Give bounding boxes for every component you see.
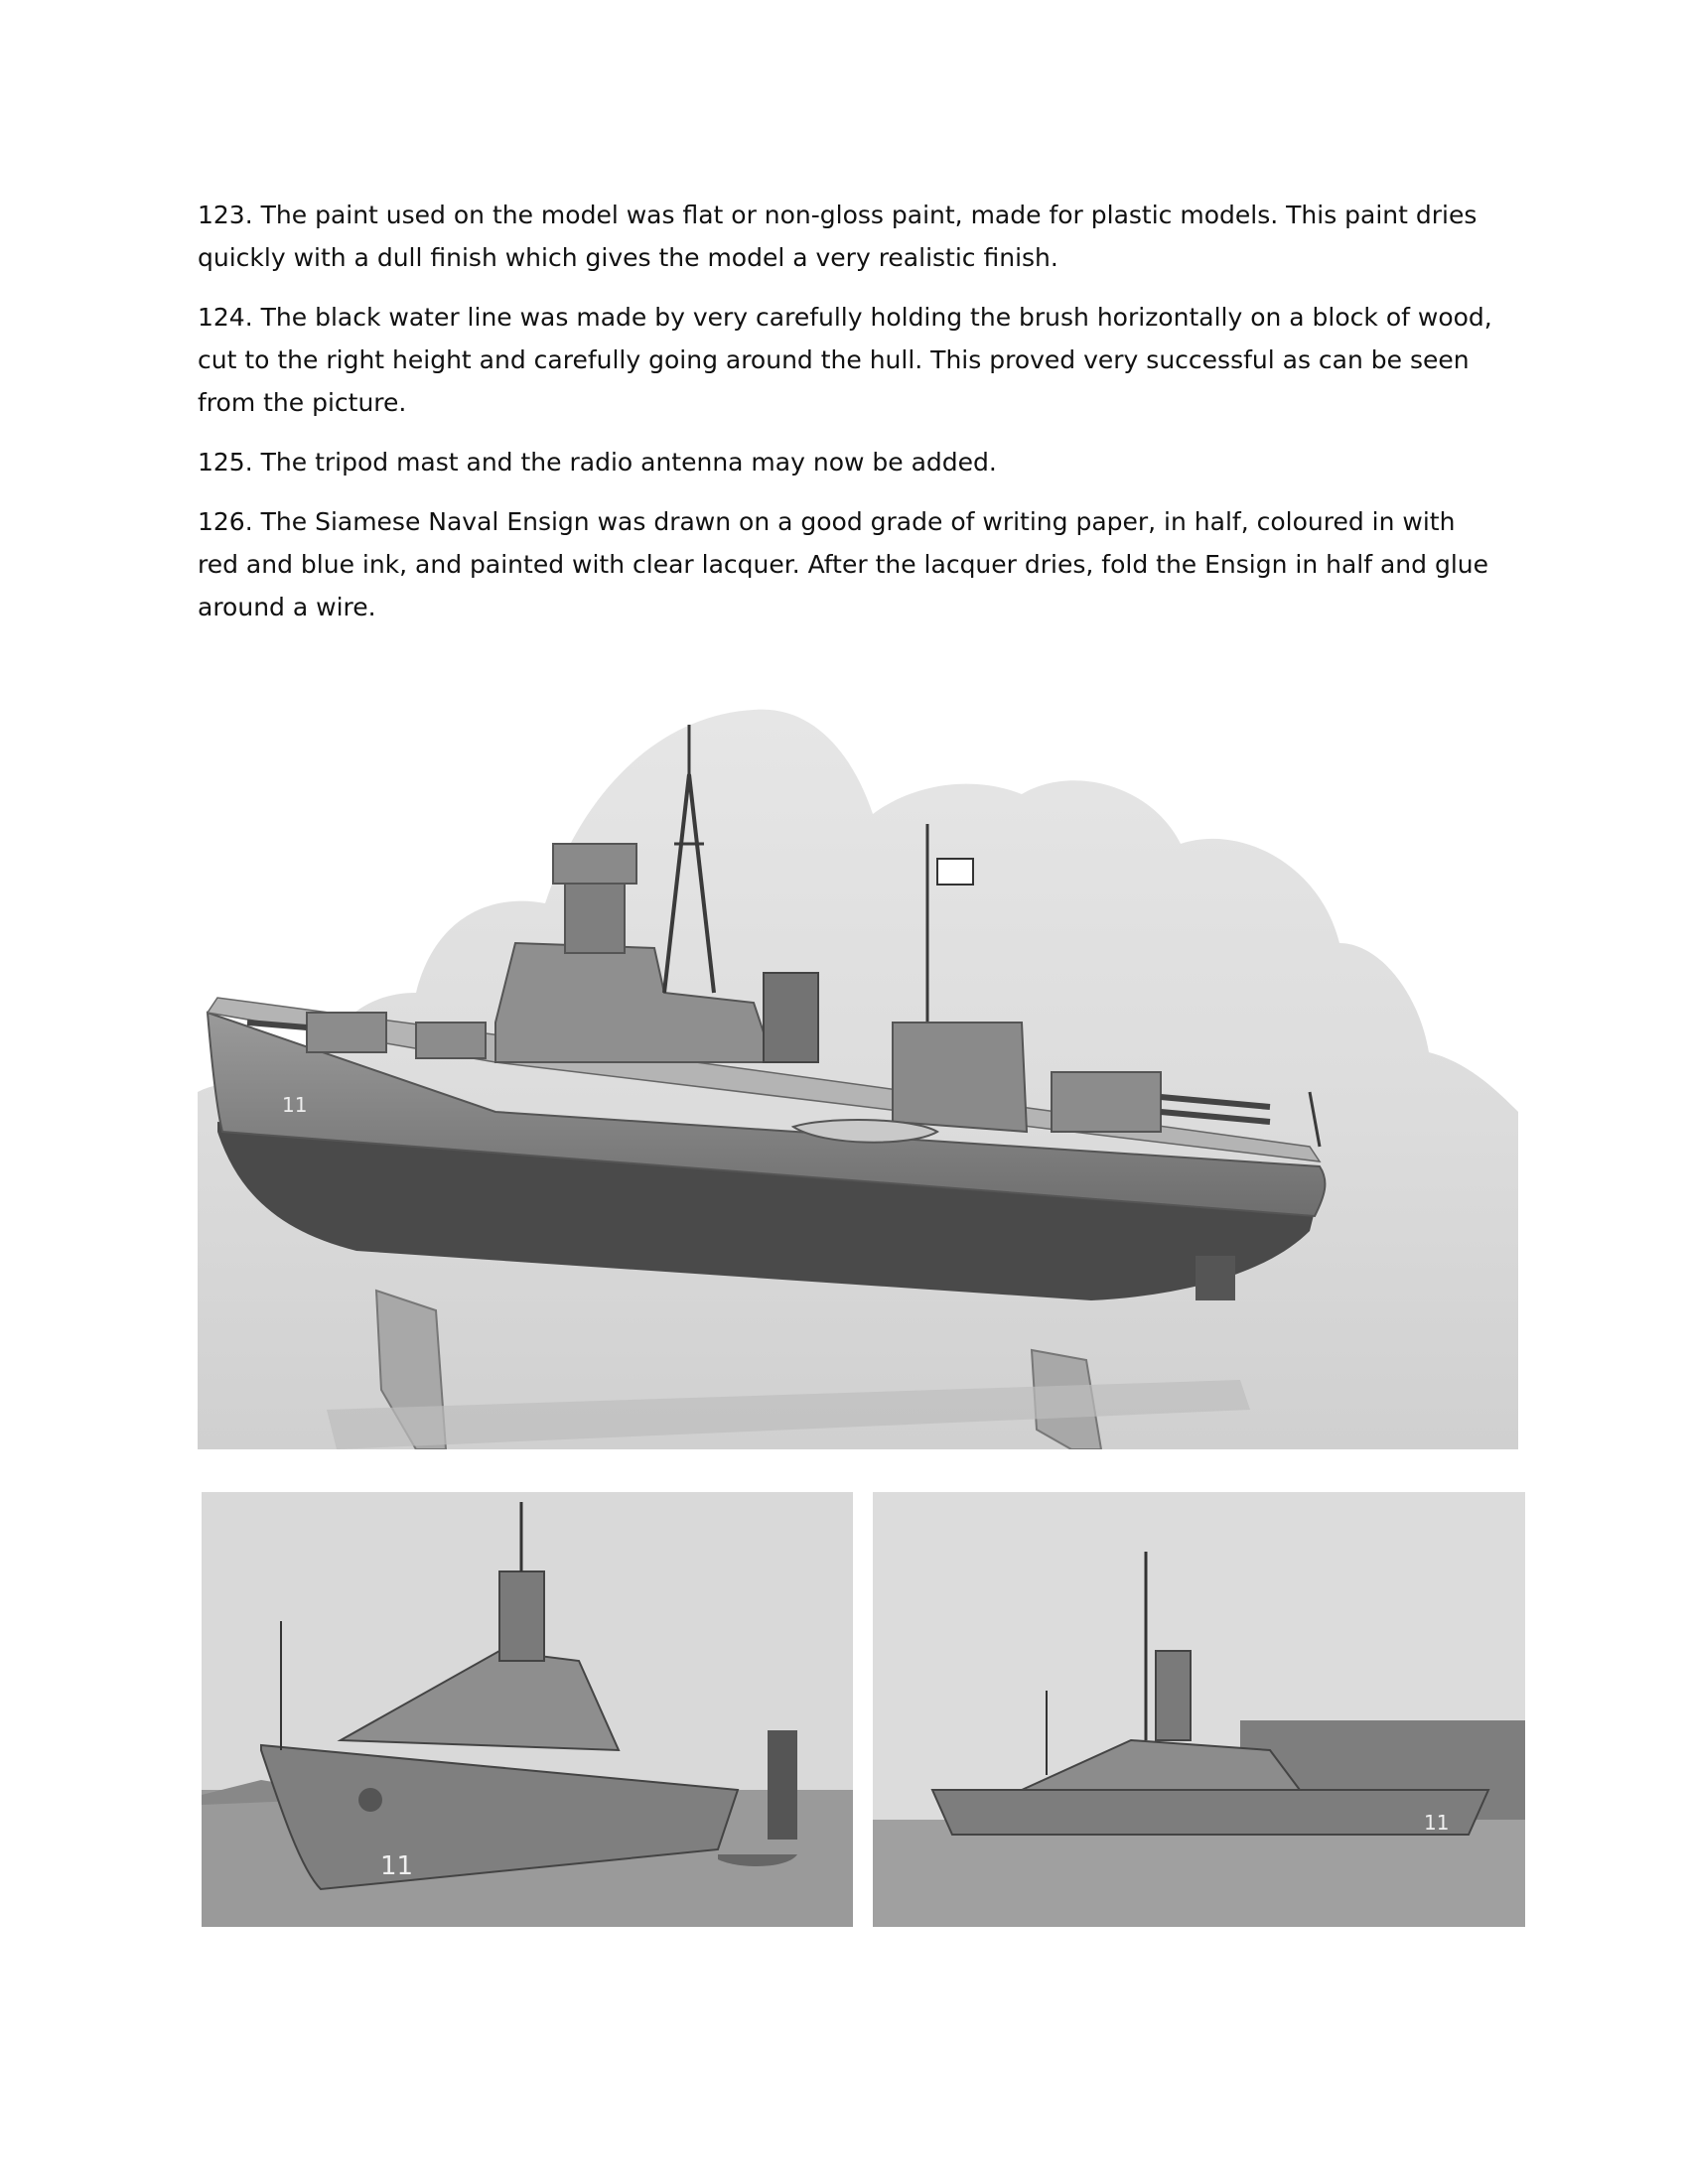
forward-turret [307, 1013, 386, 1052]
paragraph-123 [198, 194, 1498, 279]
ship-hull [932, 1790, 1488, 1835]
aft-turret [1052, 1072, 1161, 1132]
bow-hull-number: 11 [380, 1851, 414, 1881]
ship-tower [1156, 1651, 1191, 1740]
paragraph-text: The tripod mast and the radio antenna may now be added. [260, 448, 997, 477]
ship-bow-illustration [202, 1492, 853, 1927]
paragraph-124 [198, 296, 1498, 424]
water [873, 1820, 1525, 1927]
model-ship-illustration [198, 695, 1518, 1449]
paragraph-125 [198, 441, 1498, 483]
ship-bow-photo [202, 1492, 853, 1927]
instructions-text [198, 194, 1498, 645]
ship-tower [499, 1571, 544, 1661]
tug-funnel [768, 1730, 797, 1840]
paragraph-number: 125. [198, 448, 253, 477]
ship-dock-illustration [873, 1492, 1525, 1927]
paragraph-126 [198, 500, 1498, 628]
conning-tower [565, 874, 625, 953]
model-ship-photo [198, 695, 1518, 1449]
anchor-hawse [358, 1788, 382, 1812]
paragraph-text: The paint used on the model was flat or non-gloss paint, made for plastic models. This paint dries quickly with a dull finish which gives the model a very realistic finish. [198, 201, 1477, 272]
dock-hull-number: 11 [1424, 1811, 1450, 1835]
model-hull-number: 11 [282, 1093, 308, 1117]
paragraph-number: 123. [198, 201, 253, 229]
ensign-flag [937, 859, 973, 885]
paragraph-number: 126. [198, 507, 253, 536]
paragraph-number: 124. [198, 303, 253, 332]
forward-turret-2 [416, 1023, 486, 1058]
director-tower [553, 844, 636, 884]
aft-superstructure [893, 1023, 1027, 1132]
funnel [764, 973, 818, 1062]
rudder [1196, 1256, 1235, 1300]
paragraph-text: The Siamese Naval Ensign was drawn on a good grade of writing paper, in half, coloured in with red and blue ink, and painted with clear lacquer. After the lacquer dries, fold the Ensign in half and glue around a wire. [198, 507, 1488, 621]
paragraph-text: The black water line was made by very carefully holding the brush horizontally on a block of wood, cut to the right height and carefully going around the hull. This proved very successful as can be seen from the picture. [198, 303, 1492, 417]
ship-dock-photo [873, 1492, 1525, 1927]
